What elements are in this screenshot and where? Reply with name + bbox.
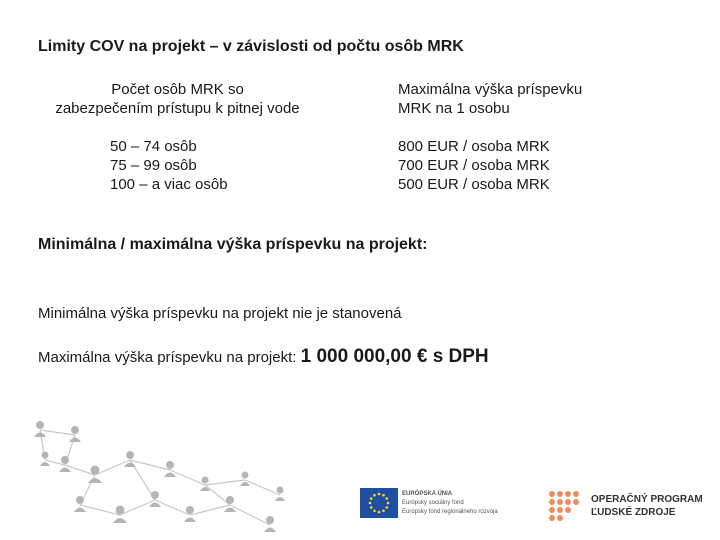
count-column <box>110 137 228 194</box>
table-cell-count: 100 – a viac osôb <box>110 176 228 193</box>
table-header-count-line: zabezpečením prístupu k pitnej vode <box>55 100 300 117</box>
amount-column <box>398 137 550 194</box>
table-header-count <box>30 80 325 118</box>
eu-logo-heading: EURÓPSKA ÚNIA <box>402 491 453 497</box>
op-logo-line: ĽUDSKÉ ZDROJE <box>591 507 676 518</box>
page-title: Limity COV na projekt – v závislosti od počtu osôb MRK <box>38 38 464 55</box>
people-network-icon <box>20 405 320 540</box>
table-header-count-line: Počet osôb MRK so <box>111 81 244 98</box>
table-header-amount <box>398 80 582 118</box>
table-cell-amount: 700 EUR / osoba MRK <box>398 157 550 174</box>
max-contribution-label: Maximálna výška príspevku na projekt: <box>38 349 301 366</box>
eu-logo-text <box>402 490 498 517</box>
section-subheading: Minimálna / maximálna výška príspevku na projekt: <box>38 236 428 253</box>
table-cell-count: 50 – 74 osôb <box>110 138 197 155</box>
max-contribution-value: 1 000 000,00 € s DPH <box>300 346 489 367</box>
max-contribution-text <box>38 346 489 368</box>
table-cell-count: 75 – 99 osôb <box>110 157 197 174</box>
eu-flag-icon <box>360 488 398 518</box>
eu-logo-line: Európsky fond regionálneho rozvoja <box>402 509 498 515</box>
table-cell-amount: 800 EUR / osoba MRK <box>398 138 550 155</box>
eu-logo-line: Európsky sociálny fond <box>402 500 464 506</box>
table-header-amount-line: MRK na 1 osobu <box>398 100 510 117</box>
min-contribution-text: Minimálna výška príspevku na projekt nie je stanovená <box>38 305 402 322</box>
op-logo-line: OPERAČNÝ PROGRAM <box>591 494 703 505</box>
op-logo-text <box>591 493 703 519</box>
table-header-amount-line: Maximálna výška príspevku <box>398 81 583 98</box>
op-dots-icon <box>548 490 584 522</box>
table-cell-amount: 500 EUR / osoba MRK <box>398 176 550 193</box>
